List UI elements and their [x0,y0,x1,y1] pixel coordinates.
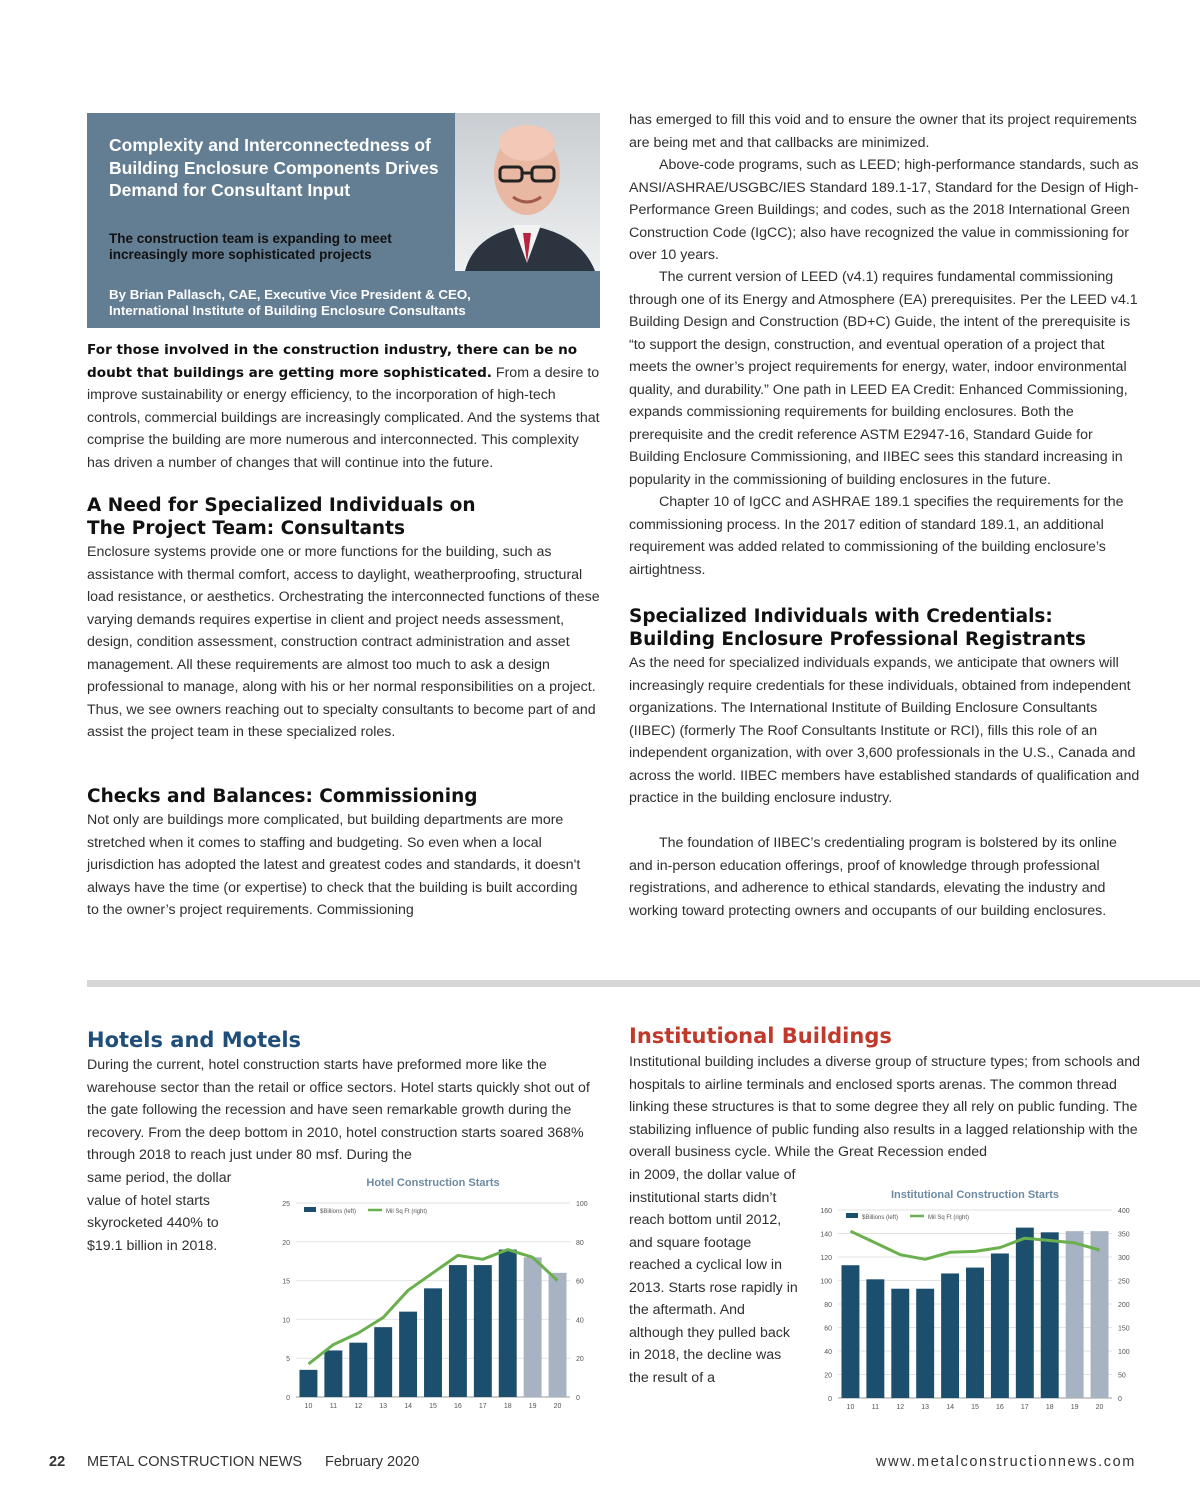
bar [1016,1228,1034,1398]
x-tick-label: 16 [996,1404,1004,1411]
y-tick-right: 60 [576,1278,584,1286]
y-tick-right: 80 [576,1239,584,1247]
x-tick-label: 20 [553,1403,562,1410]
bar [966,1268,984,1398]
y-tick-right: 250 [1118,1278,1130,1286]
y-tick-right: 0 [1118,1396,1122,1403]
institutional-construction-chart [812,1182,1142,1442]
bar [991,1253,1009,1398]
bar [474,1265,492,1397]
x-tick-label: 10 [846,1404,855,1411]
legend-label-bars: $Billions (left) [862,1215,899,1221]
x-tick-label: 18 [1045,1404,1054,1411]
x-tick-label: 19 [1070,1404,1079,1411]
intro-paragraph [87,339,602,474]
y-tick-left: 120 [820,1255,832,1262]
paragraph-chapter-10: Chapter 10 of IgCC and ASHRAE 189.1 specifies the requirements for the commissioning process. In the 2017 edition of standard 189.1, an additional requirement was added related to commissioning of the building enclosure’s airtightness. [629,494,1124,578]
bar [374,1327,392,1397]
y-tick-left: 25 [282,1201,290,1208]
heading-checks-balances: Checks and Balances: Commissioning [87,786,478,807]
y-tick-right: 350 [1118,1231,1130,1239]
bar [891,1289,909,1398]
bar [841,1265,859,1398]
x-tick-label: 19 [528,1403,537,1410]
heading-credentials: Specialized Individuals with Credentials: Building Enclosure Professional Registrants [629,606,1086,650]
y-tick-right: 150 [1118,1325,1130,1333]
bar [449,1265,467,1397]
x-tick-label: 14 [946,1404,954,1411]
page-number: 22 [49,1454,66,1470]
bar [866,1279,884,1398]
magazine-name: METAL CONSTRUCTION NEWS [87,1454,303,1470]
y-tick-right: 100 [1118,1349,1130,1356]
bar [299,1370,317,1397]
y-tick-left: 5 [286,1356,290,1364]
y-tick-right: 0 [576,1395,580,1402]
y-tick-left: 10 [282,1317,290,1325]
y-tick-left: 40 [824,1349,832,1356]
issue-date: February 2020 [325,1454,420,1470]
hotel-construction-chart [268,1175,598,1440]
x-tick-label: 11 [329,1403,338,1410]
paragraph-commissioning: Not only are buildings more complicated, but building departments are more stretched when it comes to staffing and budgeting. So even when a local jurisdiction has adopted the latest and greatest codes and standards, it doesn't always have the time (or expertise) to check that the building is built according to the owner’s project requirements. Commissioning [87,812,581,918]
bar [324,1350,342,1397]
y-tick-left: 20 [824,1372,832,1380]
chart-title: Institutional Construction Starts [890,1189,1060,1201]
sidebar-title: Complexity and Interconnectedness of Building Enclosure Components Drives Demand for Consultant Input [109,135,439,200]
x-tick-label: 14 [404,1403,412,1410]
y-tick-left: 80 [824,1302,832,1309]
heading-specialized-individuals: A Need for Specialized Individuals on The Project Team: Consultants [87,495,476,539]
paragraph-registrants: As the need for specialized individuals expands, we anticipate that owners will increasingly require credentials for these individuals, obtained from independent organizations. The International Institute of Building Enclosure Consultants (IIBEC) (formerly The Roof Consultants Institute or RCI), fills this role of an independent organization, with over 3,600 professionals in the U.S., Canada and across the world. IIBEC members have established standards of qualification and practice in the building enclosure industry. [629,655,1140,806]
x-tick-label: 15 [971,1404,979,1411]
legend-label-line: Mil Sq Ft (right) [928,1215,970,1221]
bar [916,1289,934,1398]
paragraph-above-code: Above-code programs, such as LEED; high-performance standards, such as ANSI/ASHRAE/USGBC/IES Standard 189.1-17, Standard for the Design of High-Performance Green Buildings; and codes, such as the 2018 International Green Construction Code (IgCC); also have recognized the value in commissioning for over 10 years. [629,157,1139,263]
chart-title: Hotel Construction Starts [366,1177,500,1189]
y-tick-right: 200 [1118,1302,1130,1309]
author-photo [455,113,600,271]
y-tick-left: 0 [286,1395,290,1402]
paragraph-right-0: has emerged to fill this void and to ensure the owner that its project requirements are being met and that callbacks are minimized. [629,112,1137,151]
bar [1041,1232,1059,1398]
x-tick-label: 10 [304,1403,313,1410]
y-tick-left: 140 [820,1231,832,1239]
sidebar-subtitle: The construction team is expanding to meet increasingly more sophisticated projects [109,231,392,262]
section-divider [87,980,1200,987]
website-url: www.metalconstructionnews.com [876,1454,1136,1470]
y-tick-left: 15 [282,1278,290,1286]
y-tick-left: 60 [824,1325,832,1333]
bar [424,1288,442,1397]
y-tick-right: 100 [576,1201,588,1208]
x-tick-label: 17 [1020,1404,1029,1411]
hotels-title: Hotels and Motels [87,1028,302,1052]
legend-label-line: Mil Sq Ft (right) [386,1209,428,1215]
bar [549,1273,567,1397]
y-tick-right: 300 [1118,1255,1130,1262]
bar [1066,1231,1084,1398]
paragraph-enclosure-systems: Enclosure systems provide one or more functions for the building, such as assistance with thermal comfort, access to daylight, weatherproofing, structural load resistance, or aesthetics. Orchestrating the interconnected functions of these varying demands requires expertise in client and project needs assessment, design, condition assessment, construction contract administration and asset management. All these requirements are almost too much to ask a design professional to manage, along with his or her normal responsibilities on a project. Thus, we see owners reaching out to specialty consultants to become part of and assist the project team in these specialized roles. [87,544,600,740]
bar [524,1257,542,1397]
intro-bold-lead: For those involved in the construction industry, there can be no doubt that buildings are getting more sophisticated. [87,342,578,381]
bar [941,1273,959,1398]
y-tick-right: 20 [576,1356,584,1364]
sq-ft-line [851,1231,1100,1259]
x-tick-label: 13 [379,1403,388,1410]
x-tick-label: 13 [921,1404,930,1411]
x-tick-label: 15 [429,1403,437,1410]
institutional-text: Institutional building includes a diverse group of structure types; from schools and hospitals to airline terminals and enclosed sports arenas. The common thread linking these structures is that to some degree they all rely on public funding. The stabilizing influence of public funding also results in a lagged relationship with the overall business cycle. While the Great Recession ended [629,1054,1141,1160]
x-tick-label: 16 [454,1403,462,1410]
y-tick-right: 40 [576,1317,584,1325]
x-tick-label: 12 [354,1403,363,1410]
y-tick-right: 400 [1118,1208,1130,1215]
bar [349,1343,367,1397]
y-tick-right: 50 [1118,1372,1126,1380]
bar [399,1312,417,1397]
institutional-title: Institutional Buildings [629,1024,892,1048]
legend-swatch-bars [304,1207,316,1212]
x-tick-label: 20 [1095,1404,1104,1411]
paragraph-leed: The current version of LEED (v4.1) requires fundamental commissioning through one of its Energy and Atmosphere (EA) prerequisites. Per the LEED v4.1 Building Design and Construction (BD+C) Guide, the intent of the prerequisite is “to support the design, construction, and eventual operation of a project that meets the owner’s project requirements for energy, water, indoor environmental quality, and durability.” One path in LEED EA Credit: Enhanced Commissioning, expands commissioning requirements for building enclosures. Both the prerequisite and the credit reference ASTM E2947-16, Standard Guide for Building Enclosure Commissioning, and IIBEC sees this standard increasing in popularity in the commissioning of building enclosures in the future. [629,269,1138,488]
hotels-text-narrow: same period, the dollar value of hotel starts skyrocketed 440% to $19.1 billion in 2018. [87,1170,232,1254]
hotels-text: During the current, hotel construction starts have preformed more like the warehouse sector than the retail or office sectors. Hotel starts quickly shot out of the gate following the recession and have seen remarkable growth during the recovery. From the deep bottom in 2010, hotel construction starts soared 368% through 2018 to reach just under 80 msf. During the [87,1057,590,1163]
legend-swatch-bars [846,1213,858,1218]
institutional-text-narrow: in 2009, the dollar value of institutional starts didn’t reach bottom until 2012, and square footage reached a cyclical low in 2013. Starts rose rapidly in the aftermath. And although they pulled back in 2018, the decline was the result of a [629,1167,798,1386]
paragraph-foundation: The foundation of IIBEC’s credentialing program is bolstered by its online and in-person education offerings, proof of knowledge through professional registrations, and adherence to ethical standards, elevating the industry and working toward protecting owners and occupants of our building enclosures. [629,835,1117,919]
legend-label-bars: $Billions (left) [320,1209,357,1215]
x-tick-label: 12 [896,1404,905,1411]
y-tick-left: 100 [820,1278,832,1286]
x-tick-label: 17 [478,1403,487,1410]
y-tick-left: 20 [282,1239,290,1247]
bar [499,1250,517,1397]
sidebar-byline: By Brian Pallasch, CAE, Executive Vice President & CEO, International Institute of Building Enclosure Consultants [109,287,471,318]
x-tick-label: 11 [871,1404,880,1411]
y-tick-left: 0 [828,1396,832,1403]
y-tick-left: 160 [820,1208,832,1215]
intro-rest: From a desire to improve sustainability or energy efficiency, to the incorporation of high-tech controls, commercial buildings are increasingly complicated. And the systems that comprise the building are more numerous and interconnected. This complexity has driven a number of changes that will continue into the future. [87,364,600,471]
x-tick-label: 18 [503,1403,512,1410]
bar [1091,1231,1109,1398]
